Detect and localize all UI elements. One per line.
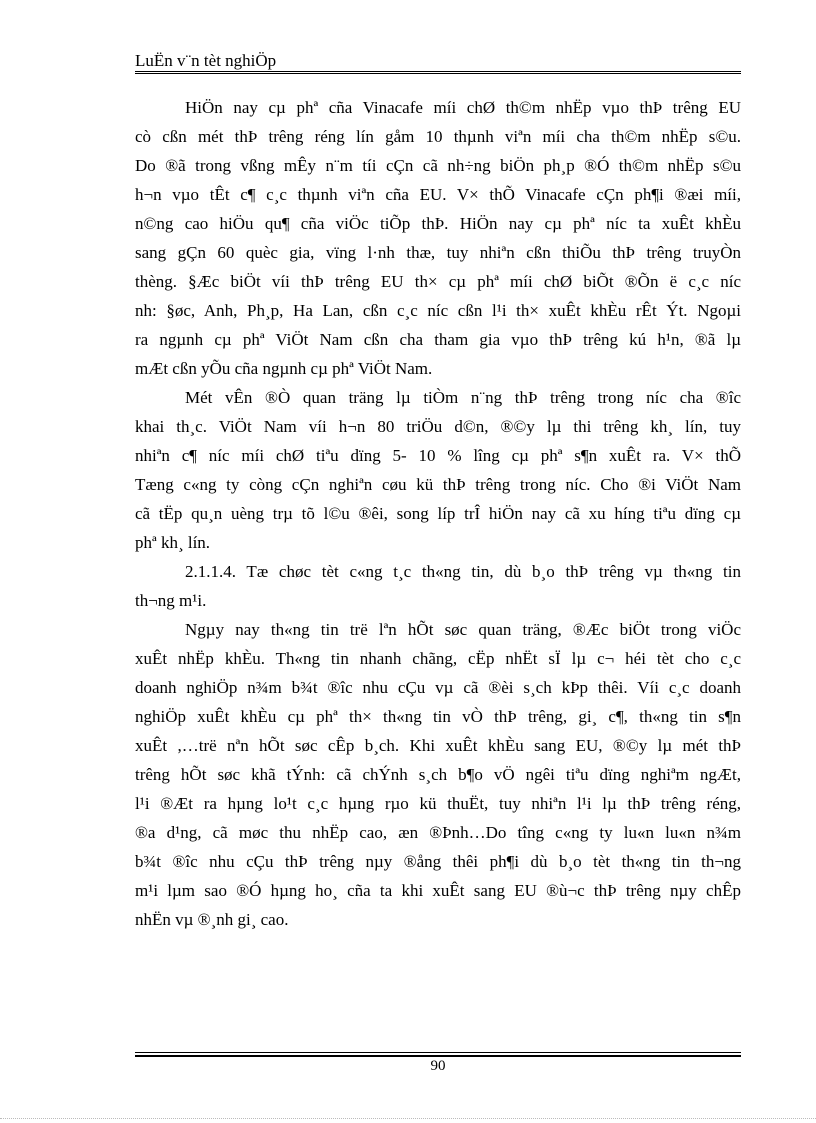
text-line: ®a d¹ng, cã møc thu nhËp cao, æn ®Þnh…Do tîng c«ng ty lu«n lu«n n¾m xyxy=(135,823,741,842)
text-line: HiÖn nay cµ phª cña Vinacafe míi chØ th©m nhËp vµo thÞ trêng EU xyxy=(185,98,741,117)
text-line: sang gÇn 60 quèc gia, vïng l·nh thæ, tuy nhiªn cßn thiÕu thÞ trêng truyÒn xyxy=(135,243,741,262)
text-line: nhiªn c¶ níc míi chØ tiªu dïng 5- 10 % lîng cµ phª s¶n xuÊt ra. V× thÕ xyxy=(135,446,741,465)
header-rule xyxy=(135,71,741,72)
text-line: trêng hÕt søc khã tÝnh: cã chÝnh s¸ch b¶o vÖ ngêi tiªu dïng nghiªm ngÆt, xyxy=(135,765,741,784)
text-line: thèng. §Æc biÖt víi thÞ trêng EU th× cµ phª míi chØ biÕt ®Õn ë c¸c níc xyxy=(135,272,741,291)
section-heading: th¬ng m¹i. xyxy=(135,591,207,610)
page-header xyxy=(135,50,741,72)
text-line: Do ®ã trong vßng mÊy n¨m tíi cÇn cã nh÷ng biÖn ph¸p ®Ó th©m nhËp s©u xyxy=(135,156,741,175)
footer-rule xyxy=(135,1052,741,1053)
text-line: nh: §øc, Anh, Ph¸p, Ha Lan, cßn c¸c níc cßn l¹i th× xuÊt khÈu rÊt Ýt. Ngoµi xyxy=(135,301,741,320)
page-edge xyxy=(0,1118,816,1119)
text-line: m¹i lµm sao ®Ó hµng ho¸ cña ta khi xuÊt sang EU ®ù¬c thÞ trêng nµy chÊp xyxy=(135,881,741,900)
document-body xyxy=(135,93,741,934)
text-line: Tæng c«ng ty còng cÇn nghiªn cøu kü thÞ trêng trong níc. Cho ®i ViÖt Nam xyxy=(135,475,741,494)
page-number: 90 xyxy=(430,1058,446,1074)
text-line: khai th¸c. ViÖt Nam víi h¬n 80 triÖu d©n, ®©y lµ thi trêng kh¸ lín, tuy xyxy=(135,417,741,436)
text-line: xuÊt ,…trë nªn hÕt søc cÊp b¸ch. Khi xuÊt khÈu sang EU, ®©y lµ mét thÞ xyxy=(135,736,741,755)
header-rule xyxy=(135,73,741,74)
text-line: b¾t ®îc nhu cÇu thÞ trêng nµy ®ång thêi ph¶i dù b¸o tèt th«ng tin th¬ng xyxy=(135,852,741,871)
text-line: nhËn vµ ®¸nh gi¸ cao. xyxy=(135,910,289,929)
section-heading: 2.1.1.4. Tæ chøc tèt c«ng t¸c th«ng tin, dù b¸o thÞ trêng vµ th«ng tin xyxy=(185,562,741,581)
text-line: ra ngµnh cµ phª ViÖt Nam cßn cha tham gia vµo thÞ trêng kú h¹n, ®ã lµ xyxy=(135,330,741,349)
text-line: phª kh¸ lín. xyxy=(135,533,211,552)
text-line: cò cßn mét thÞ trêng réng lín gåm 10 thµnh viªn míi cha th©m nhËp s©u. xyxy=(135,127,741,146)
text-line: mÆt cßn yÕu cña ngµnh cµ phª ViÖt Nam. xyxy=(135,359,433,378)
text-line: Mét vÊn ®Ò quan träng lµ tiÒm n¨ng thÞ trêng trong níc cha ®îc xyxy=(185,388,741,407)
text-line: nghiÖp xuÊt khÈu cµ phª th× th«ng tin vÒ thÞ trêng, gi¸ c¶, th«ng tin s¶n xyxy=(135,707,741,726)
header-title: LuËn v¨n tèt nghiÖp xyxy=(135,51,277,70)
text-line: h¬n vµo tÊt c¶ c¸c thµnh viªn cña EU. V× thÕ Vinacafe cÇn ph¶i ®æi míi, xyxy=(135,185,741,204)
text-line: Ngµy nay th«ng tin trë lªn hÕt søc quan träng, ®Æc biÖt trong viÖc xyxy=(185,620,741,639)
text-line: n©ng cao hiÖu qu¶ cña viÖc tiÕp thÞ. HiÖn nay cµ phª níc ta xuÊt khÈu xyxy=(135,214,741,233)
text-line: l¹i ®Æt ra hµng lo¹t c¸c hµng rµo kü thuËt, tuy nhiªn l¹i lµ thÞ trêng réng, xyxy=(135,794,741,813)
text-line: cã tËp qu¸n uèng trµ tõ l©u ®êi, song líp trÎ hiÖn nay cã xu híng tiªu dïng cµ xyxy=(135,504,741,523)
text-line: doanh nghiÖp n¾m b¾t ®îc nhu cÇu vµ cã ®èi s¸ch kÞp thêi. Víi c¸c doanh xyxy=(135,678,741,697)
text-line: xuÊt nhËp khÈu. Th«ng tin nhanh chãng, cËp nhËt sÏ lµ c¬ héi tèt cho c¸c xyxy=(135,649,741,668)
footer-rule xyxy=(135,1055,741,1057)
